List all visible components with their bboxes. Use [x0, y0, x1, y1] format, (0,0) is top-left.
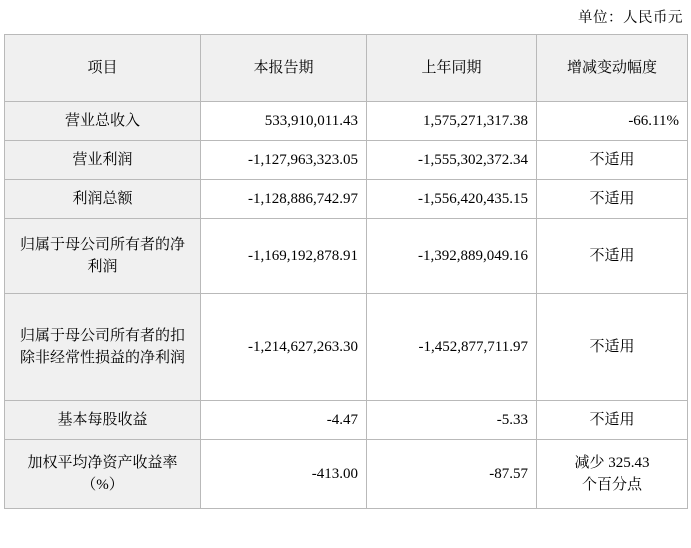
unit-note: 单位：人民币元	[578, 10, 683, 26]
row-change-line-1: 减少 325.43	[574, 454, 650, 471]
row-change-line-2: 个百分点	[581, 477, 642, 493]
row-previous-value: 1,575,271,317.38	[367, 102, 537, 141]
row-label: 基本每股收益	[5, 401, 201, 440]
row-previous-value: -1,556,420,435.15	[367, 180, 537, 219]
row-current-value: -1,127,963,323.05	[201, 141, 367, 180]
row-change-value: 不适用	[537, 141, 688, 180]
row-previous-value: -1,392,889,049.16	[367, 219, 537, 294]
table-header-row	[5, 35, 688, 102]
table-row	[5, 294, 688, 401]
row-change-value: 不适用	[537, 401, 688, 440]
table-row	[5, 219, 688, 294]
financial-summary-table	[4, 34, 688, 509]
table-row	[5, 180, 688, 219]
row-label: 加权平均净资产收益率（%）	[5, 440, 201, 509]
column-header-item: 项目	[5, 35, 201, 102]
row-current-value: -4.47	[201, 401, 367, 440]
column-header-current-period: 本报告期	[201, 35, 367, 102]
row-change-value: 不适用	[537, 294, 688, 401]
row-current-value: -413.00	[201, 440, 367, 509]
row-label: 利润总额	[5, 180, 201, 219]
row-change-value: 不适用	[537, 180, 688, 219]
row-current-value: -1,128,886,742.97	[201, 180, 367, 219]
column-header-previous-period: 上年同期	[367, 35, 537, 102]
row-label: 营业利润	[5, 141, 201, 180]
row-current-value: -1,214,627,263.30	[201, 294, 367, 401]
table-body	[5, 102, 688, 509]
table-row	[5, 401, 688, 440]
table-row	[5, 440, 688, 509]
row-label: 归属于母公司所有者的扣除非经常性损益的净利润	[5, 294, 201, 401]
row-previous-value: -1,452,877,711.97	[367, 294, 537, 401]
row-current-value: 533,910,011.43	[201, 102, 367, 141]
table-row	[5, 102, 688, 141]
row-label: 归属于母公司所有者的净利润	[5, 219, 201, 294]
row-change-value	[537, 440, 688, 509]
row-current-value: -1,169,192,878.91	[201, 219, 367, 294]
row-previous-value: -1,555,302,372.34	[367, 141, 537, 180]
row-label: 营业总收入	[5, 102, 201, 141]
row-previous-value: -5.33	[367, 401, 537, 440]
column-header-change: 增减变动幅度	[537, 35, 688, 102]
row-previous-value: -87.57	[367, 440, 537, 509]
table-header	[5, 35, 688, 102]
table-row	[5, 141, 688, 180]
row-change-value: 不适用	[537, 219, 688, 294]
row-change-value: -66.11%	[537, 102, 688, 141]
